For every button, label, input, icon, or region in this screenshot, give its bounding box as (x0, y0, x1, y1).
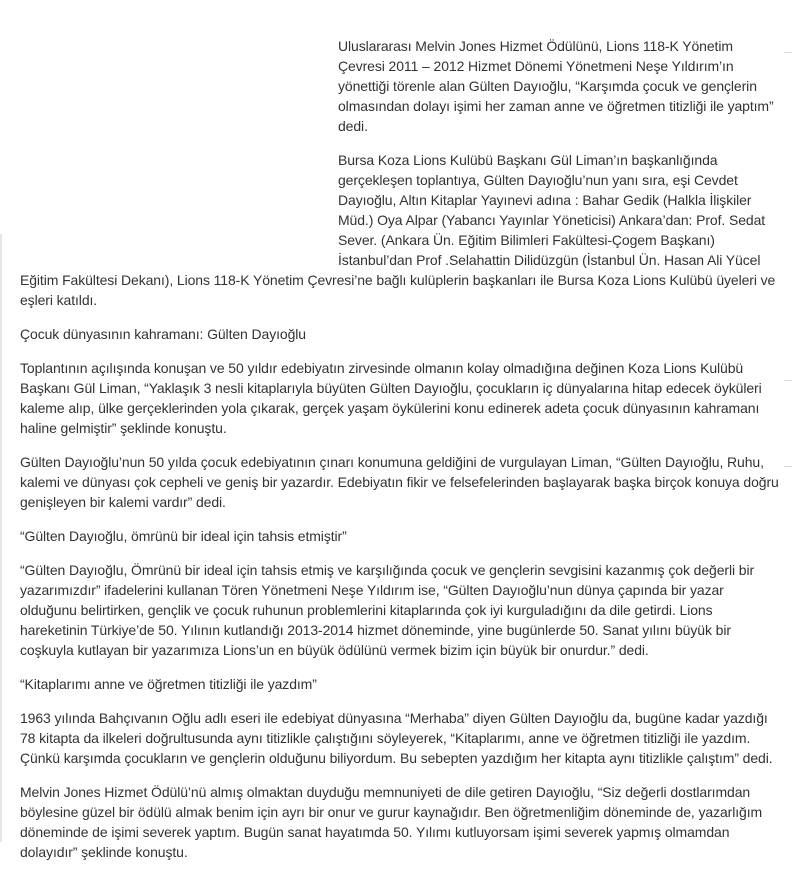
paragraph-opening-speech: Toplantının açılışında konuşan ve 50 yıldır edebiyatın zirvesinde olmanın kolay olmadığına değinen Koza Lions Kulübü Başkanı Gül Liman, “Yaklaşık 3 nesli kitaplarıyla büyüten Gülten Dayıoğlu, çocukların iç dünyalarına hitap edecek öyküleri kaleme alıp, ülke gerçeklerinden yola çıkarak, gerçek yaşam öykülerini konu edinerek adeta çocuk dünyasının kahramanı haline gelmiştir” şeklinde konuştu. (20, 360, 762, 436)
image-placeholder-space (20, 36, 338, 253)
edge-marker (784, 52, 792, 53)
article-body (20, 36, 780, 876)
edge-marker (784, 466, 792, 467)
left-divider (0, 234, 2, 842)
paragraph-liman-quote: Gülten Dayıoğlu’nun 50 yılda çocuk edebiyatının çınarı konumuna geldiğini de vurgulayan Liman, “Gülten Dayıoğlu, Ruhu, kalemi ve dünyası çok cepheli ve geniş bir yazardır. Edebiyatın fikir ve felsefelerinden başlayarak başka birçok konuya doğru genişleyen bir kalemi vardır” dedi. (20, 454, 779, 510)
paragraph-yildirim-quote: “Gülten Dayıoğlu, Ömrünü bir ideal için tahsis etmiş ve karşılığında çocuk ve gençlerin sevgisini kazanmış çok değerli bir yazarımızdır” ifadelerini kullanan Tören Yönetmeni Neşe Yıldırım ise, “Gülten Dayıoğlu’nun dünya çapında bir yazar olduğunu belirtirken, gençlik ve çocuk ruhunun problemlerini kitaplarında çok iyi kurguladığını da dile getirdi. Lions hareketinin Türkiye’de 50. Yılının kutlandığı 2013-2014 hizmet döneminde, yine bugünlerde 50. Sanat yılını büyük bir coşkuyla kutlayan bir yazarımıza Lions’un en büyük ödülünü vermek bizim için büyük bir onurdur.” dedi. (20, 562, 755, 658)
paragraph-award-intro: Uluslararası Melvin Jones Hizmet Ödülünü, Lions 118-K Yönetim Çevresi 2011 – 2012 Hizmet Dönemi Yönetmeni Neşe Yıldırım’ın yönettiği törenle alan Gülten Dayıoğlu, “Karşımda çocuk ve gençlerin olmasından dolayı işimi her zaman anne ve öğretmen titizliği ile yaptım” dedi. (338, 38, 774, 134)
edge-marker (784, 380, 792, 381)
subheading-hero: Çocuk dünyasının kahramanı: Gülten Dayıoğlu (20, 326, 306, 342)
paragraph-dayioglu-thanks: Melvin Jones Hizmet Ödülü’nü almış olmaktan duyduğu memnuniyeti de dile getiren Dayıoğlu, “Siz değerli dostlarımdan böylesine güzel bir ödülü almak benim için ayrı bir onur ve gurur kaynağıdır. Ben öğretmenliğim döneminde de, yazarlığım döneminde de işimi severek yaptım. Bugün sanat hayatımda 50. Yılımı kutluyorsam işimi severek yapmış olmamdan dolayıdır” şeklinde konuştu. (20, 784, 763, 860)
subheading-ideal: “Gülten Dayıoğlu, ömrünü bir ideal için tahsis etmiştir” (20, 528, 347, 544)
subheading-books: “Kitaplarımı anne ve öğretmen titizliği ile yazdım” (20, 676, 317, 692)
paragraph-meeting-attendees: Bursa Koza Lions Kulübü Başkanı Gül Liman’ın başkanlığında gerçekleşen toplantıya, Gülten Dayıoğlu’nun yanı sıra, eşi Cevdet Dayıoğlu, Altın Kitaplar Yayınevi adına : Bahar Gedik (Halkla İlişkiler Müd.) Oya Alpar (Yabancı Yayınlar Yöneticisi) Ankara’dan: Prof. Sedat Sever. (Ankara Ün. Eğitim Bilimleri Fakültesi-Çogem Başkanı) İstanbul’dan Prof .Selahattin Dilidüzgün (İstanbul Ün. Hasan Ali Yücel Eğitim Fakültesi Dekanı), Lions 118-K Yönetim Çevresi’ne bağlı kulüplerin başkanları ile Bursa Koza Lions Kulübü üyeleri ve eşleri katıldı. (20, 152, 776, 308)
paragraph-dayioglu-books: 1963 yılında Bahçıvanın Oğlu adlı eseri ile edebiyat dünyasına “Merhaba” diyen Gülten Dayıoğlu da, bugüne kadar yazdığı 78 kitapta da ilkeleri doğrultusunda aynı titizlikle çalıştığını söyleyerek, “Kitaplarımı, anne ve öğretmen titizliği ile yazdım. Çünkü karşımda çocukların ve gençlerin olduğunu biliyordum. Bu sebepten yazdığım her kitapta aynı titizlikle çalıştım” dedi. (20, 710, 773, 766)
